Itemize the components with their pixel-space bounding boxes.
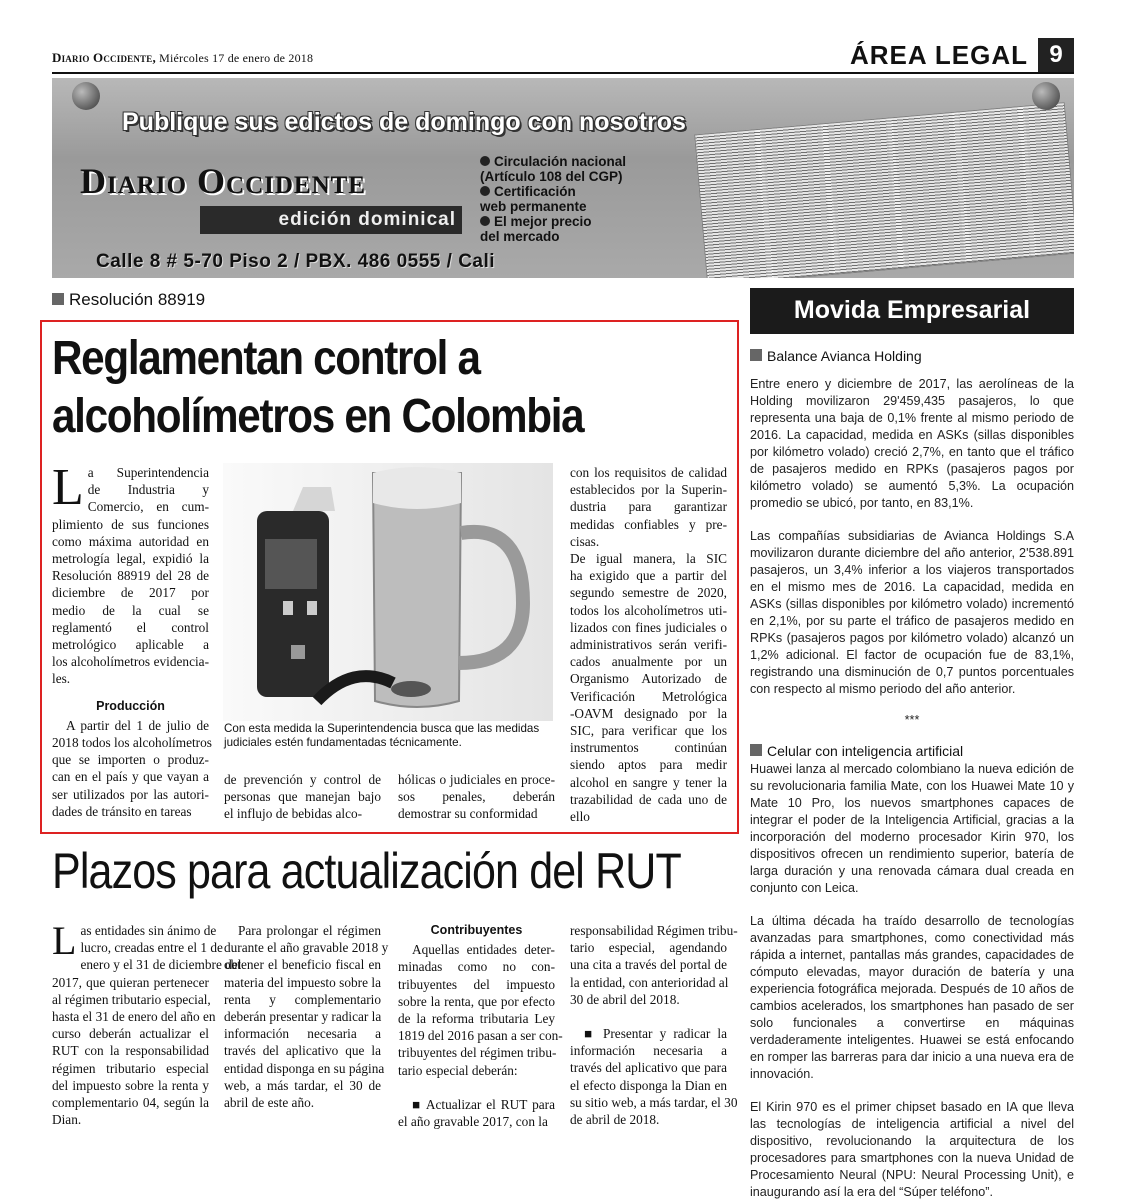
ad-headline: Publique sus edictos de domingo con nosotros — [122, 108, 686, 136]
text-line: lizados con fines judiciales o — [570, 619, 727, 635]
text-line: renta y complementario — [224, 991, 381, 1007]
article-kicker — [52, 290, 205, 310]
ad-logo — [80, 160, 456, 232]
text-line: a Superintendencia — [87, 465, 209, 480]
text-line: una cita a través del portal de — [570, 957, 727, 973]
text-line: complementario 04, según la — [52, 1095, 209, 1111]
text-line: de prevención y control de — [224, 772, 381, 787]
text-line: establecidos por la Superin- — [570, 482, 727, 498]
text-line: Comercio, en cum- — [87, 499, 209, 515]
drop-cap: L — [52, 918, 77, 963]
text-line: Resolución 88919 del 28 de — [52, 568, 209, 584]
masthead-rule — [52, 72, 1074, 74]
article-column-3 — [398, 771, 555, 823]
text-line: abril de este año. — [224, 1095, 315, 1111]
text-line: través del aplicativo que para — [570, 1060, 727, 1076]
masthead-dateline — [52, 50, 313, 66]
rut-subhead: Contribuyentes — [430, 923, 523, 937]
sidebar-body — [750, 348, 1074, 1201]
text-line: como máxima autoridad en — [52, 533, 209, 549]
ad-bullet-text: Certificación — [494, 184, 576, 199]
square-bullet-icon — [750, 744, 762, 756]
text-line: tribuyentes del régimen tribu- — [398, 1045, 557, 1061]
text-line: el influjo de bebidas alco- — [224, 806, 363, 822]
photo-caption — [224, 722, 554, 750]
ad-bullet-text: web permanente — [480, 199, 587, 214]
pushpin-right-icon — [1032, 82, 1060, 110]
text-line: medidas confiables y pre- — [570, 516, 727, 532]
text-line: administrativos serán verifi- — [570, 637, 727, 653]
rut-column-4 — [570, 922, 738, 1128]
sidebar-item-heading — [750, 743, 1074, 759]
text-line: obtener el beneficio fiscal en — [224, 957, 381, 973]
sidebar-separator: *** — [904, 713, 920, 727]
text-line: los alcoholímetros evidencia- — [52, 654, 209, 670]
text-line: personas que manejan bajo — [224, 789, 381, 805]
article-column-2 — [224, 771, 381, 823]
ad-bullets — [480, 154, 626, 244]
masthead-paper: Diario Occidente, — [52, 50, 156, 65]
text-line: Para prolongar el régimen — [238, 923, 381, 938]
text-line: plimiento de sus funciones — [52, 516, 209, 532]
article-column-4 — [570, 464, 727, 825]
text-line: la entidad, con anterioridad al — [570, 974, 729, 990]
text-line: ha exigido que a partir del — [570, 568, 727, 584]
text-line: tario especial deberán: — [398, 1062, 518, 1078]
newspaper-page-illustration — [694, 102, 1074, 278]
masthead-date: Miércoles 17 de enero de 2018 — [159, 51, 314, 65]
caption-lead: Con esta medida la — [224, 722, 324, 735]
sidebar-paragraph: El Kirin 970 es el primer chipset basado en IA que lleva las tecnologías de inteligencia artificial a nivel del dispositivo, revolucionando la arquitectura de los procesadores para smartphones con la nueva Unidad de Procesamiento Neural (NPU: Neural Processing Unit), e inaugurando así la era del “Súper teléfono”. — [750, 1100, 1074, 1199]
rut-article-title: Plazos para actualización del RUT — [52, 843, 681, 899]
bullet-icon — [480, 156, 490, 166]
ad-bullet-text: El mejor precio — [494, 214, 592, 229]
square-bullet-icon — [52, 293, 64, 305]
text-line: de Industria y — [87, 482, 209, 498]
text-line: 2017, que quieran pertenecer — [52, 974, 209, 990]
text-line: el año gravable 2017, con la — [398, 1114, 548, 1130]
breathalyzer-beer-image — [223, 463, 553, 721]
edicts-ad-banner — [52, 78, 1074, 278]
text-line: Aquellas entidades deter- — [412, 942, 555, 958]
text-line: web, a más tardar, el 30 de — [224, 1077, 381, 1093]
text-line: del impuesto sobre la renta y — [52, 1077, 209, 1093]
text-line: alcohol en sangre y tener la — [570, 774, 727, 790]
pushpin-left-icon — [72, 82, 100, 110]
article-title: Reglamentan control a alcoholímetros en Colombia — [52, 332, 584, 443]
text-line: siendo aptos para medir — [570, 757, 727, 773]
text-line: tario especial, agendando — [570, 940, 727, 956]
heading-text: Celular con inteligencia artificial — [767, 743, 964, 759]
rut-column-2 — [224, 922, 389, 1111]
caption-text: Superintendencia busca que las medidas judiciales estén fundamentadas técnicamente. — [224, 722, 540, 749]
text-line: minadas como no con- — [398, 959, 555, 975]
square-bullet-icon — [750, 349, 762, 361]
column-lines — [398, 771, 555, 823]
text-line: información necesaria a — [570, 1043, 727, 1059]
ad-logo-name: Diario Occidente — [80, 161, 366, 201]
ad-address: Calle 8 # 5-70 Piso 2 / PBX. 486 0555 / Cali — [96, 251, 496, 272]
text-line: hasta el 31 de enero del año en — [52, 1009, 216, 1025]
text-line: régimen tributario especial — [52, 1060, 209, 1076]
text-line: responsabilidad Régimen tribu- — [570, 923, 738, 938]
text-line: enero y el 31 de diciembre del — [80, 957, 242, 973]
text-line: diciembre de 2017 por — [52, 585, 209, 601]
text-line: de abril de 2018. — [570, 1112, 660, 1128]
rut-column-1 — [52, 918, 242, 1128]
text-line: Verificación Metrológica — [570, 688, 727, 704]
text-line: as entidades sin ánimo de — [80, 923, 217, 938]
text-line: trazabilidad de cada uno de — [570, 791, 727, 807]
text-line: 2018 todos los alcoholímetros — [52, 735, 212, 751]
text-line: través del aplicativo que la — [224, 1043, 381, 1059]
text-line: metrológico aplicable a — [52, 637, 209, 653]
kicker-text: Resolución 88919 — [69, 290, 206, 309]
drop-cap: L — [52, 459, 84, 516]
text-line: dustria para garantizar — [570, 499, 727, 515]
column-lines — [224, 922, 389, 1111]
text-line: que se importen o produz- — [52, 752, 209, 768]
text-line: -OAVM designado por la — [570, 705, 727, 721]
text-line: entidad disponga en su página — [224, 1060, 385, 1076]
text-line: lucro, creadas entre el 1 de — [80, 940, 223, 956]
text-line: ■ Presentar y radicar la — [584, 1026, 727, 1042]
text-line: ello — [570, 809, 590, 825]
text-line: durante el año gravable 2018 y — [224, 940, 389, 956]
article-column-1 — [52, 459, 212, 820]
text-line: su sitio web, a más tardar, el 30 — [570, 1094, 738, 1110]
text-line: sos penales, deberán — [398, 789, 555, 805]
text-line: hólicas o judiciales en proce- — [398, 772, 555, 787]
text-line: con los requisitos de calidad — [570, 465, 727, 480]
text-line: medio de la cual se — [52, 602, 209, 618]
column-lines — [570, 464, 727, 825]
column-lines — [52, 717, 212, 820]
heading-text: Balance Avianca Holding — [767, 348, 922, 364]
ad-bullet-text: del mercado — [480, 229, 560, 244]
column-lines — [224, 771, 381, 823]
text-line: RUT con la responsabilidad — [52, 1043, 209, 1059]
text-line: cisas. — [570, 533, 600, 549]
text-line: SIC, para verificar que los — [570, 723, 727, 739]
column-lines — [570, 922, 738, 1008]
text-line: 30 de abril del 2018. — [570, 991, 680, 1007]
text-line: ser utilizados por las autori- — [52, 786, 209, 802]
sidebar-item-heading — [750, 348, 1074, 364]
sidebar-paragraph: Huawei lanza al mercado colombiano la nueva edición de su revolucionaria familia Mate, con los Huawei Mate 10 y Mate 10 Pro, los nuevos smartphones capaces de integrar el poder de la Inteligencia Artificial, gracias a la incorporación del moderno procesador Kirin 970, los dispositivos ofrecen un rendimiento superior, batería de larga duración y una renovada cámara dual creada en conjunto con Leica. — [750, 762, 1074, 895]
text-line: can en el país y que vayan a — [52, 769, 209, 785]
text-line: segundo semestre de 2020, — [570, 585, 727, 601]
section-title: ÁREA LEGAL — [849, 40, 1028, 70]
text-line: todos los alcoholímetros uti- — [570, 602, 727, 618]
breathalyzer-photo — [223, 463, 553, 721]
bullet-icon — [480, 216, 490, 226]
text-line: materia del impuesto sobre la — [224, 974, 381, 990]
column-lines — [398, 941, 563, 1079]
sidebar-title: Movida Empresarial — [750, 288, 1074, 334]
text-line: información necesaria a — [224, 1026, 381, 1042]
sidebar-paragraph: Las compañías subsidiarias de Avianca Holdings S.A movilizaron durante diciembre del año anterior, 2'538.891 pasajeros, un 3,4% inferior a los viajeros transportados en el mismo mes de 2016. La capacidad, medida en ASKs (sillas disponibles por kilómetro volado) incrementó en 2,1%, por su parte el tráfico de pasajeros medido en RPKs (pasajeros pagos por kilómetro volado) alcanzó un 1,2% adicional. El factor de ocupación fue de 83,1%, registrando una disminución de 0,7 puntos porcentuales con respecto al mismo periodo del año anterior. — [750, 529, 1074, 696]
text-line: 1819 del 2016 pasan a ser con- — [398, 1028, 563, 1044]
text-line: metrología legal, expidió la — [52, 551, 209, 567]
text-line: curso deberán actualizar el — [52, 1026, 209, 1042]
text-line: Dian. — [52, 1112, 82, 1128]
text-line: cados anualmente por un — [570, 654, 727, 670]
text-line: De igual manera, la SIC — [570, 551, 727, 567]
page-number: 9 — [1038, 38, 1074, 72]
column-lines — [570, 1025, 738, 1128]
column-lines — [398, 1096, 555, 1130]
text-line: les. — [52, 671, 71, 687]
ad-bullet-text: (Artículo 108 del CGP) — [480, 169, 623, 184]
text-line: el efecto disponga la Dian en — [570, 1077, 727, 1093]
text-line: tribuyentes del impuesto — [398, 976, 555, 992]
text-line: ■ Actualizar el RUT para — [412, 1096, 555, 1112]
ad-bullet-text: Circulación nacional — [494, 154, 627, 169]
text-line: deberán presentar y radicar la — [224, 1009, 382, 1025]
text-line: de la reforma tributaria Ley — [398, 1011, 555, 1027]
sidebar-paragraph: La última década ha traído desarrollo de tecnologías avanzadas para smartphones, como conectividad más rápida a internet, pantallas más grandes, capacidades de cómputo elevadas, mayor duración de batería y una experiencia fotográfica mejorada. Después de 10 años de cambios acelerados, los smartphones han pasado de ser solo funcionales a convertirse en máquinas verdaderamente inteligentes. Huawei se está enfocando en romper las barreras para dar inicio a una nueva era de innovación. — [750, 914, 1074, 1081]
bullet-icon — [480, 186, 490, 196]
ad-edition: edición dominical — [200, 206, 462, 234]
text-line: A partir del 1 de julio de — [66, 717, 209, 733]
text-line: Organismo Autorizado de — [570, 671, 727, 687]
text-line: al régimen tributario especial, — [52, 991, 211, 1007]
rut-column-3 — [398, 922, 563, 1130]
text-line: dades de tránsito en tareas — [52, 803, 192, 819]
text-line: sobre la renta, que por efecto — [398, 993, 555, 1009]
article-subhead: Producción — [96, 698, 165, 713]
text-line: reglamentó el control — [52, 619, 209, 635]
sidebar-paragraph: Entre enero y diciembre de 2017, las aerolíneas de la Holding movilizaron 29'459,435 pasajeros, lo que representa una baja de 0,1% frente al mismo periodo de 2016. La capacidad, medida en ASKs (sillas disponibles por kilómetro volado) creció 2,7%, en tanto que el tráfico de pasajeros medido en RPKs (pasajeros pagos por kilómetro volado) se aumentó 5,3%. La ocupación promedio se ubicó, por tanto, en 83,1%. — [750, 377, 1074, 510]
text-line: instrumentos continúan — [570, 740, 727, 756]
text-line: demostrar su conformidad — [398, 806, 538, 822]
